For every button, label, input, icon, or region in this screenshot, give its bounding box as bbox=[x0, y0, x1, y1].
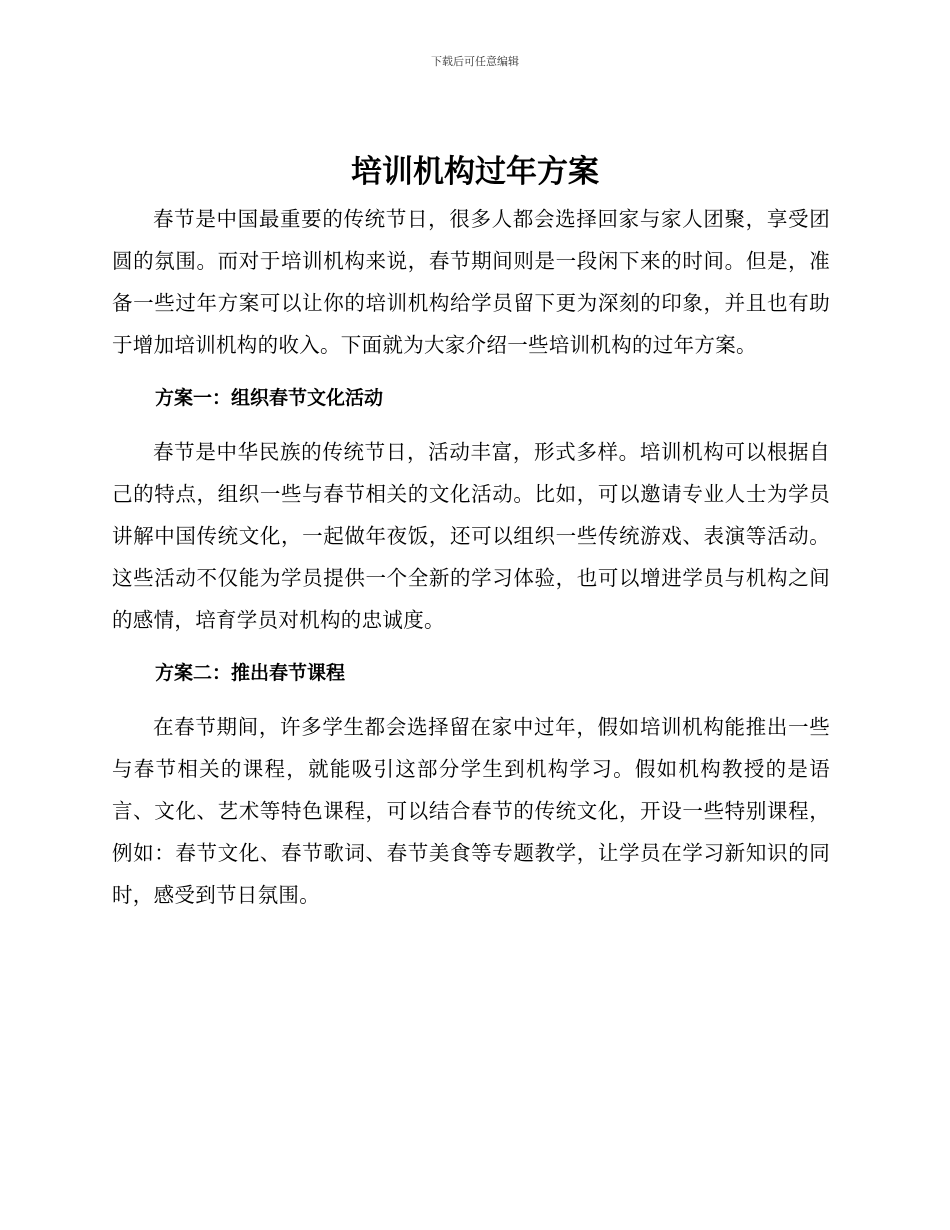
section-heading-1: 方案一：组织春节文化活动 bbox=[155, 387, 384, 409]
section-heading-2: 方案二：推出春节课程 bbox=[155, 662, 346, 684]
section-paragraph-1: 春节是中华民族的传统节日，活动丰富，形式多样。培训机构可以根据自己的特点，组织一些与春节相关的文化活动。比如，可以邀请专业人士为学员讲解中国传统文化，一起做年夜饭，还可以组织一些传统游戏、表演等活动。这些活动不仅能为学员提供一个全新的学习体验，也可以增进学员与机构之间的感情，培育学员对机构的忠诚度。 bbox=[112, 440, 830, 632]
document-title: 培训机构过年方案 bbox=[351, 154, 599, 190]
intro-paragraph: 春节是中国最重要的传统节日，很多人都会选择回家与家人团聚，享受团圆的氛围。而对于培训机构来说，春节期间则是一段闲下来的时间。但是，准备一些过年方案可以让你的培训机构给学员留下更为深刻的印象，并且也有助于增加培训机构的收入。下面就为大家介绍一些培训机构的过年方案。 bbox=[112, 207, 830, 357]
section-paragraph-2: 在春节期间，许多学生都会选择留在家中过年，假如培训机构能推出一些与春节相关的课程，就能吸引这部分学生到机构学习。假如机构教授的是语言、文化、艺术等特色课程，可以结合春节的传统文化，开设一些特别课程，例如：春节文化、春节歌词、春节美食等专题教学，让学员在学习新知识的同时，感受到节日氛围。 bbox=[112, 715, 830, 907]
header-note: 下载后可任意编辑 bbox=[431, 55, 519, 68]
document-body bbox=[112, 198, 830, 916]
